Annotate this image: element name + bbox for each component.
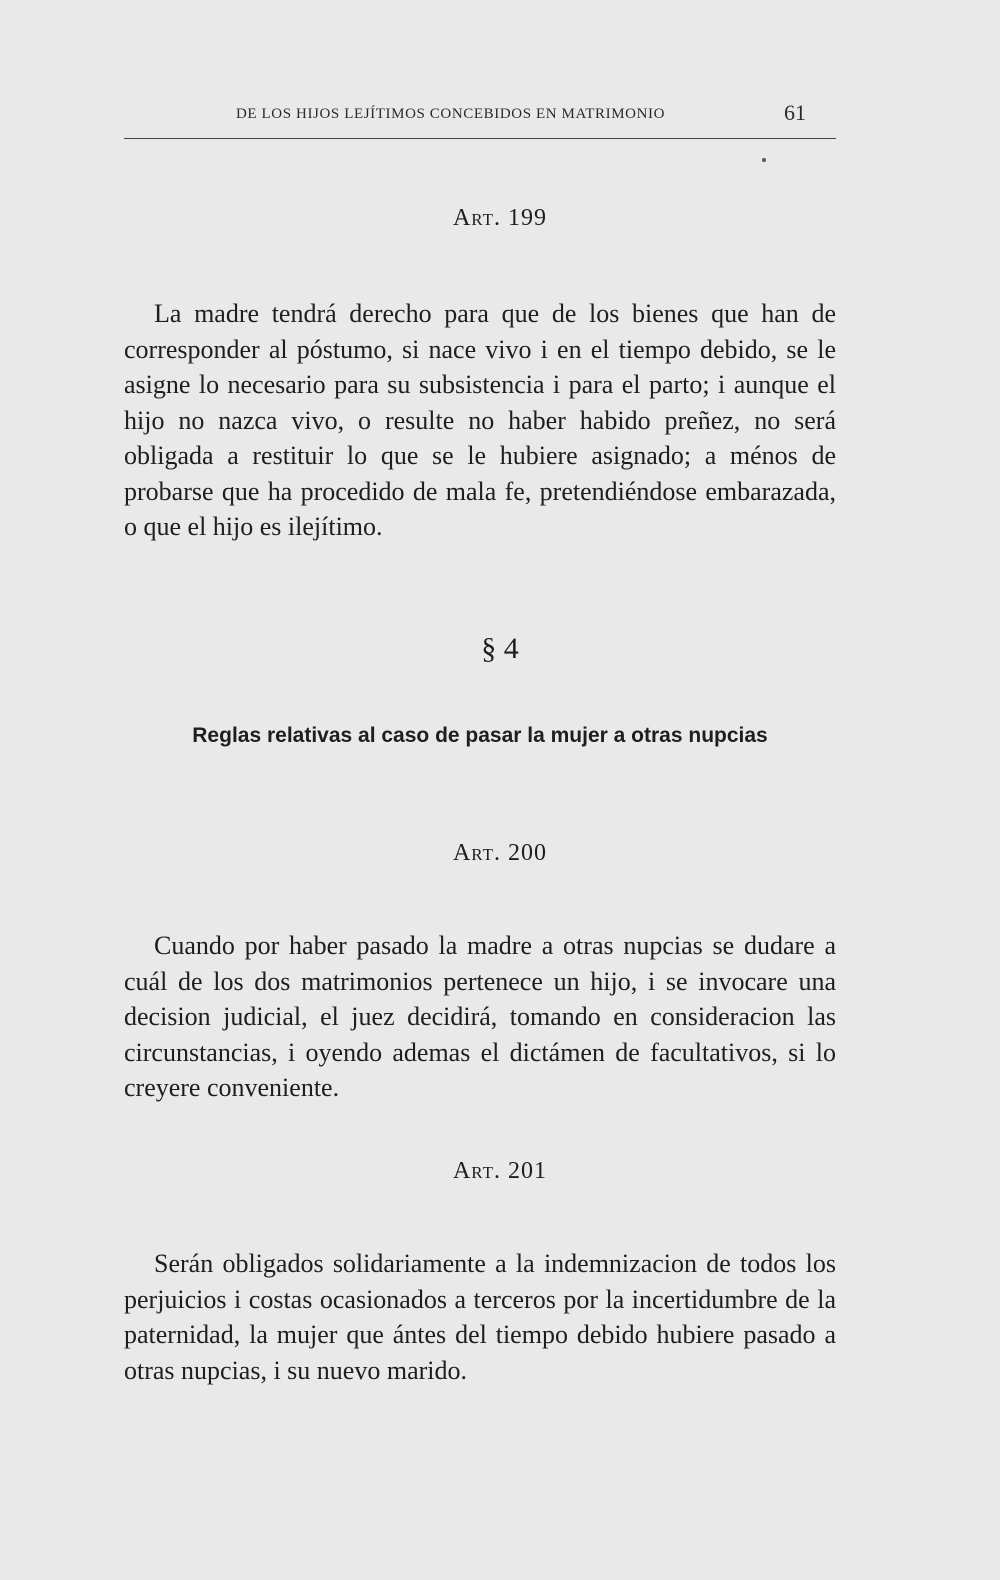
page-number: 61 xyxy=(784,100,806,125)
article-201-text: Serán obligados solidariamente a la indemnizacion de todos los perjuicios i costas ocasionados a terceros por la incertidumbre de la paternidad, la mujer que ántes del tiempo debido hubiere pasado a otras nupcias, i su nuevo marido. xyxy=(124,1249,836,1385)
article-201-heading: Art. 201 xyxy=(452,1158,548,1184)
article-200-text: Cuando por haber pasado la madre a otras nupcias se dudare a cuál de los dos matrimonios pertenece un hijo, i se invocare una decision judicial, el juez decidirá, tomando en consideracion las circunstancias, i oyendo ademas el dictámen de facultativos, si lo creyere conveniente. xyxy=(124,931,836,1102)
page-header xyxy=(124,98,836,139)
print-speck xyxy=(762,158,766,162)
article-199-heading: Art. 199 xyxy=(452,205,548,231)
running-title: DE LOS HIJOS LEJÍTIMOS CONCEBIDOS EN MATRIMONIO xyxy=(236,106,666,122)
article-200-heading: Art. 200 xyxy=(452,840,548,866)
section-title: Reglas relativas al caso de pasar la mujer a otras nupcias xyxy=(192,724,768,747)
section-mark: § 4 xyxy=(481,632,519,665)
article-199-text: La madre tendrá derecho para que de los bienes que han de corresponder al póstumo, si nace vivo i en el tiempo debido, se le asigne lo necesario para su subsistencia i para el parto; i aunque el hijo no nazca vivo, o resulte no haber habido preñez, no será obligada a restituir lo que se le hubiere asignado; a ménos de probarse que ha procedido de mala fe, pretendiéndose embarazada, o que el hijo es ilejítimo. xyxy=(124,299,836,541)
